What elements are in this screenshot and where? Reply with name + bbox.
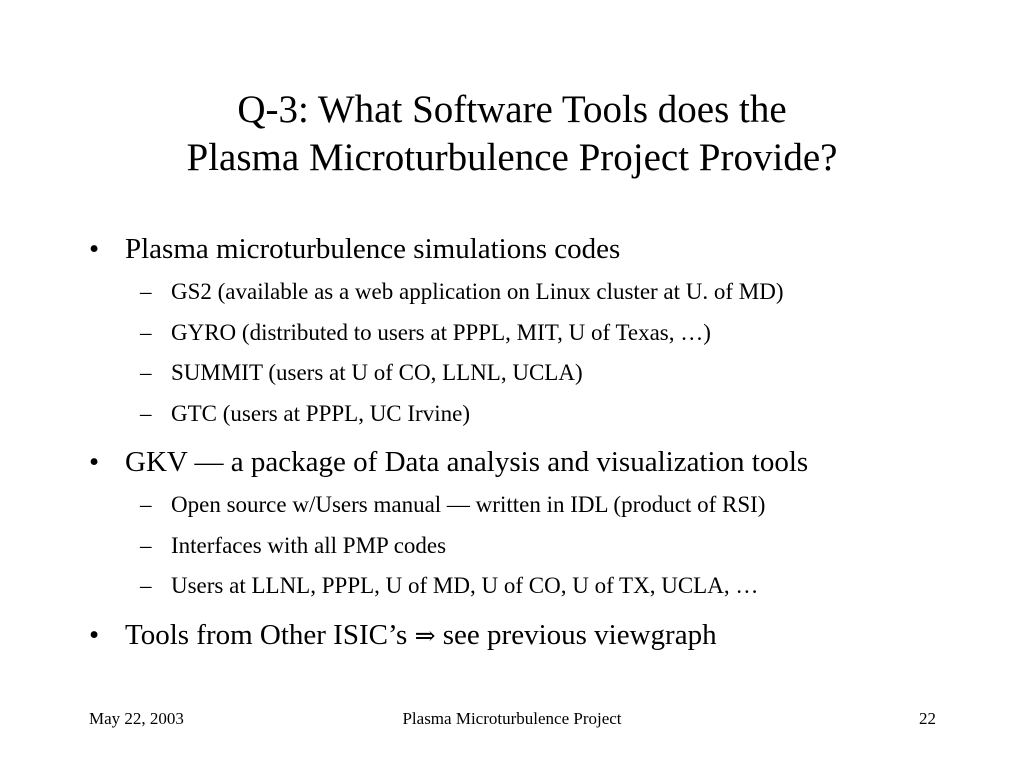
sub-bullet-item — [0, 526, 1024, 567]
sub-bullet-item — [0, 485, 1024, 526]
sub-bullet-text: Open source w/Users manual — written in IDL (product of RSI) — [171, 492, 766, 517]
sub-bullet-marker: – — [140, 400, 152, 426]
bullet-marker: • — [89, 618, 100, 651]
sub-bullet-marker: – — [140, 532, 152, 558]
sub-bullet-item — [0, 394, 1024, 435]
bullet-marker: • — [89, 446, 100, 478]
sub-bullet-text: SUMMIT (users at U of CO, LLNL, UCLA) — [171, 360, 583, 385]
sub-bullet-item — [0, 566, 1024, 607]
footer-date: May 22, 2003 — [89, 709, 184, 728]
bullet-item — [0, 612, 1024, 659]
sub-bullet-marker: – — [140, 492, 152, 517]
bullet-text: GKV — a package of Data analysis and visualization tools — [125, 446, 809, 478]
sub-bullet-text: GTC (users at PPPL, UC Irvine) — [171, 400, 470, 426]
sub-bullet-item — [0, 353, 1024, 394]
bullet-text-after: see previous viewgraph — [435, 618, 717, 651]
slide-title — [0, 86, 1024, 182]
sub-bullet-marker: – — [140, 319, 152, 345]
sub-bullet-marker: – — [140, 360, 152, 385]
sub-bullet-text: Interfaces with all PMP codes — [171, 532, 447, 558]
sub-bullet-text: GS2 (available as a web application on Linux cluster at U. of MD) — [171, 279, 784, 304]
bullet-item — [0, 439, 1024, 485]
sub-bullet-marker: – — [140, 279, 152, 304]
implies-arrow-icon: ⇒ — [414, 620, 436, 650]
footer-project-name: Plasma Microturbulence Project — [402, 709, 622, 728]
footer-page-number: 22 — [919, 709, 936, 728]
title-line-1: Q-3: What Software Tools does the — [237, 88, 787, 131]
slide-footer — [0, 707, 1024, 731]
sub-bullet-text: Users at LLNL, PPPL, U of MD, U of CO, U of TX, UCLA, … — [171, 573, 759, 598]
title-line-2: Plasma Microturbulence Project Provide? — [186, 136, 838, 179]
bullet-item — [0, 226, 1024, 272]
sub-bullet-item — [0, 313, 1024, 354]
sub-bullet-text: GYRO (distributed to users at PPPL, MIT, U of Texas, …) — [171, 319, 711, 345]
bullet-marker: • — [89, 233, 100, 265]
bullet-text: Plasma microturbulence simulations codes — [125, 233, 621, 265]
bullet-list — [0, 226, 1024, 659]
sub-bullet-marker: – — [140, 573, 152, 598]
bullet-text-before: Tools from Other ISIC’s — [125, 618, 415, 651]
sub-bullet-item — [0, 272, 1024, 313]
